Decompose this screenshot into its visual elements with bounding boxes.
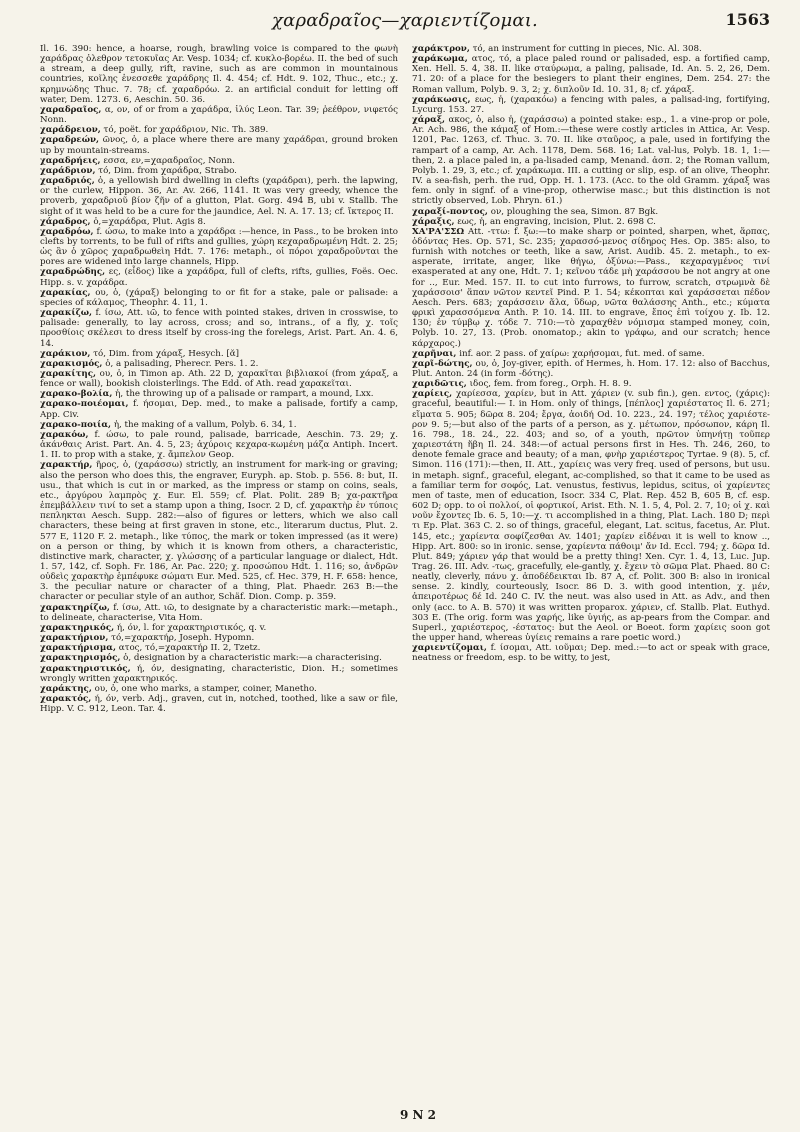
entry-definition: ιδος, fem. from foreg., Orph. H. 8. 9.	[469, 379, 632, 390]
entry-headword: χαρακο-ποιέομαι,	[40, 399, 129, 410]
dictionary-entry	[412, 44, 770, 54]
entry-definition: τό, Dim. from χάραξ, Hesych. [ᾰ]	[93, 348, 239, 359]
entry-headword: χαρακο-βολία,	[40, 389, 113, 400]
page-number: 1563	[725, 10, 770, 29]
dictionary-entry	[412, 95, 770, 115]
entry-headword: χαρακτηρισμός,	[40, 653, 121, 664]
entry-definition: ἡ, the throwing up of a palisade or rampart, a mound, Lxx.	[115, 389, 374, 400]
entry-headword: χαρίεις,	[412, 389, 453, 400]
dictionary-entry	[412, 643, 770, 663]
dictionary-entry	[40, 369, 398, 389]
entry-definition: ῆρος, ὁ, (χαράσσω) strictly, an instrument for mark-ing or graving; also the person who does this, the engraver, Euryph. ap. Stob. p. 556. 8: but, II. usu., that which is cut in or marked, as the impress or stamp on coins, seals, etc., ἀργύρου λαμπρὸς χ. Eur. El. 559; cf. Plat. Polit. 289 B; χα-ρακτῆρα ἐπεμβάλλειν τινί to set a stamp upon a thing, Isocr. 2 D, cf. χαρακτὴρ ἐν τύποις πεπληκται Aesch. Supp. 282:—also of figures or letters, which we also call characters, these being at first graven in stone, etc., literarum ductus, Plut. 2. 577 E, 1120 F. 2. metaph., like τύπος, the mark or token impressed (as it were) on a person or thing, by which it is known from others, a characteristic, distinctive mark, character, χ. γλώσσης of a particular language or dialect, Hdt. 1. 57, 142, cf. Soph. Fr. 186, Ar. Pac. 220; χ. προσώπου Hdt. 1. 116; so, ἀνδρῶν οὐδεὶς χαρακτὴρ ἐμπέφυκε σώματι Eur. Med. 525, cf. Hec. 379, H. F. 658: hence, 3. the peculiar nature or character of a thing, Plat. Phaedr. 263 B:—the character or peculiar style of an author, Schäf. Dion. Comp. p. 359.	[40, 460, 398, 603]
dictionary-entry	[40, 166, 398, 176]
left-column	[40, 44, 398, 1124]
entry-headword: χαραδραῖος,	[40, 104, 102, 115]
dictionary-entry	[40, 125, 398, 135]
entry-headword: χαρακτός,	[40, 694, 92, 704]
entry-definition: inf. aor. 2 pass. of χαίρω: χαρήσομαι, fut. med. of same.	[459, 348, 705, 359]
entry-definition: τό, an instrument for cutting in pieces, Nic. Al. 308.	[472, 44, 702, 54]
entry-definition: α, ον, of or from a χαράδρα, ἰλύς Leon. Tar. 39; ῥεέθρον, νιφετός Nonn.	[40, 104, 398, 126]
entry-definition: ὁ, designation by a characteristic mark:—a characterising.	[123, 653, 382, 664]
entry-headword: χαρῆναι,	[412, 348, 457, 359]
entry-definition: Att. -ττω: f. ξω:—to make sharp or pointed, sharpen, whet, ἅρπας, ὀδόντας Hes. Op. 571, Sc. 235; χαρασσό-μενος σίδηρος Hes. Op. 385: also, to furnish with notches or teeth, like a saw, Arist. Audib. 45. 2. metaph., to ex-asperate, irritate, anger, like θήγω, ὀξύνω:—Pass., κεχαραγμένος τινί exasperated at any one, Hdt. 7. 1; κεῖνου τάδε μὴ χαράσσου be not angry at one for .., Eur. Med. 157. II. to cut into furrows, to furrow, scratch, στρωμνὰ δὲ χαράσσοισ' ἅπαν νῶτον κεντεῖ Pind. P. 1. 54; κέκοπται καὶ χαράσσεται πέδον Aesch. Pers. 683; χαράσσειν ἅλα, ὕδωρ, νῶτα θαλάσσης Anth., etc.; κύματα φρικὶ χαρασσόμενα Anth. P. 10. 14. III. to engrave, ἔπος ἐπὶ τοίχου χ. Ib. 12. 130; ἐν τύμβῳ χ. τόδε 7. 710:—τὸ χαραχθὲν νόμισμα stamped money, coin, Polyb. 10. 27, 13. (Prob. onomatop.; akin to γράφω, and our scratch; hence κάρχαρος.)	[412, 226, 770, 349]
dictionary-entry	[40, 643, 398, 653]
entry-definition: ου, ὁ, one who marks, a stamper, coiner, Manetho.	[94, 683, 317, 694]
entry-headword: χαρακισμός,	[40, 358, 103, 369]
page-header	[40, 10, 770, 38]
entry-definition: ου, ὁ, (χάραξ) belonging to or fit for a stake, pale or palisade: a species of κάλαμος, Theophr. 4. 11, 1.	[40, 287, 398, 308]
entry-headword: χαρακο-ποιία,	[40, 419, 112, 430]
dictionary-entry	[40, 684, 398, 694]
running-head: χαραδραῖος—χαριεντίζομαι.	[272, 10, 538, 31]
entry-definition: εως, ἡ, an engraving, incision, Plut. 2. 698 C.	[457, 216, 656, 227]
dictionary-entry	[40, 135, 398, 155]
entry-headword: χαράδριον,	[40, 165, 96, 176]
entry-headword: χαρακτήριον,	[40, 633, 109, 644]
dictionary-entry	[40, 460, 398, 602]
entry-headword: χαρακτήρ,	[40, 460, 93, 471]
entry-definition: f. ίσω, Att. ιῶ, to fence with pointed stakes, driven in crosswise, to palisade: generally, to lay across, cross; and so, intrans., of a fly, χ. τοῖς προσθίοις σκέλεσι to dress itself by cross-ing the forelegs, Arist. Part. An. 4. 6, 14.	[40, 308, 398, 349]
entry-headword: χαράκωμα,	[412, 54, 468, 65]
dictionary-entry	[40, 176, 398, 217]
entry-definition: ες, (εἶδος) like a χαράδρα, full of clefts, rifts, gullies, Foës. Oec. Hipp. s. v. χαράδρα.	[40, 267, 398, 288]
dictionary-entry	[412, 217, 770, 227]
text-columns	[40, 44, 770, 1124]
entry-definition: ή, όν, verb. Adj., graven, cut in, notched, toothed, like a saw or file, Hipp. V. C. 912, Leon. Tar. 4.	[40, 694, 398, 715]
dictionary-entry	[412, 207, 770, 217]
entry-definition: ατος, τό, a place paled round or palisaded, esp. a fortified camp, Xen. Hell. 5. 4, 38. II. like σταύρωμα, a paling, palisade, Id. An. 5. 2, 26, Dem. 71. 20: of a place for the besiegers to plant their engines, Dem. 254. 27: the Roman vallum, Polyb. 9. 3, 2; χ. διπλοῦν Id. 10. 31, 8; cf. χάραξ.	[412, 54, 770, 95]
entry-headword: χαραδρεών,	[40, 135, 100, 146]
entry-headword: χαράκωσις,	[412, 94, 471, 105]
entry-definition: τό, Dim. from χαράδρα, Strabo.	[98, 165, 237, 176]
dictionary-entry	[40, 420, 398, 430]
dictionary-entry	[40, 288, 398, 308]
entry-headword: χαρακίας,	[40, 287, 91, 298]
entry-definition: f. ήσομαι, Dep. med., to make a palisade, fortify a camp, App. Civ.	[40, 399, 398, 420]
dictionary-entry	[40, 399, 398, 419]
entry-headword: χαρῖ-δώτης,	[412, 358, 473, 369]
dictionary-entry	[40, 623, 398, 633]
dictionary-entry	[40, 389, 398, 399]
dictionary-entry	[412, 227, 770, 349]
entry-definition: εως, ἡ, (χαρακόω) a fencing with pales, a palisad-ing, fortifying, Lycurg. 153. 27.	[412, 94, 770, 115]
entry-headword: χάραξις,	[412, 216, 455, 227]
dictionary-entry	[412, 359, 770, 379]
dictionary-entry	[40, 653, 398, 663]
entry-headword: χαραδρώδης,	[40, 267, 106, 278]
entry-definition: τό,=χαρακτήρ, Joseph. Hypomn.	[111, 633, 255, 644]
dictionary-entry	[40, 359, 398, 369]
entry-headword: χαραξί-ποντος,	[412, 206, 488, 217]
entry-headword: χαρακτηρικός,	[40, 622, 115, 633]
entry-headword: χαριδῶτις,	[412, 379, 467, 390]
entry-definition: ὁ, a palisading, Pherecr. Pers. 1. 2.	[105, 358, 259, 369]
entry-definition: f. ίσω, Att. ιῶ, to designate by a characteristic mark:—metaph., to delineate, characterise, Vita Hom.	[40, 602, 398, 623]
dictionary-entry	[40, 156, 398, 166]
entry-headword: χαρακίτης,	[40, 369, 97, 379]
entry-definition: ή, όν, l. for χαρακτηριστικός, q. v.	[116, 622, 267, 633]
dictionary-entry	[412, 389, 770, 643]
dictionary-entry	[40, 217, 398, 227]
entry-definition: f. ώσω, to make into a χαράδρα :—hence, in Pass., to be broken into clefts by torrents, to be full of rifts and gullies, χώρη κεχαραδρωμένη Hdt. 2. 25; ὡς ἂν ὁ χῶρος χαραδρωθεὶη Hdt. 7. 176: metaph., οἱ πόροι χαραδροῦνται the pores are widened into large channels, Hipp.	[40, 226, 398, 268]
entry-definition: τό, poët. for χαράδριον, Nic. Th. 389.	[103, 125, 269, 136]
dictionary-entry	[40, 694, 398, 714]
dictionary-entry	[40, 664, 398, 684]
entry-headword: χαραδρόω,	[40, 226, 94, 237]
entry-headword: χαράδρειον,	[40, 125, 101, 136]
entry-headword: χαράκιον,	[40, 348, 91, 359]
entry-headword: χαράκτρον,	[412, 44, 470, 54]
right-column	[412, 44, 770, 1124]
entry-definition: ὁ,=χαράδρα, Plut. Agis 8.	[93, 216, 206, 227]
entry-headword: χαρακτήρισμα,	[40, 643, 116, 654]
entry-definition: f. ίσομαι, Att. ιοῦμαι; Dep. med.:—to act or speak with grace, neatness or freedom, esp. to be witty, to jest,	[412, 643, 770, 664]
entry-definition: ου, ὁ, in Timon ap. Ath. 22 D, χαρακῖται βιβλιακοί (from χάραξ, a fence or wall), bookish cloisterlings. The Edd. of Ath. read χαρακεῖται.	[40, 369, 398, 390]
dictionary-entry	[40, 227, 398, 268]
entry-definition: ου, ὁ, Joy-giver, epith. of Hermes, h. Hom. 17. 12: also of Bacchus, Plut. Anton. 24 (in form -δότης).	[412, 358, 770, 379]
signature-mark: 9 N 2	[400, 1108, 437, 1122]
entry-definition: Il. 16. 390: hence, a hoarse, rough, brawling voice is compared to the φωνὴ χαράδρας ὀλεθρον τετοκυῖας Ar. Vesp. 1034; cf. κυκλο-βορέω. II. the bed of such a stream, a deep gully, rift, ravine, such as are common in mountainous countries, κοῖλης ἐνεσσεθε χαράδρης Il. 4. 454; cf. Hdt. 9. 102, Thuc., etc.; χ. κρημνώδης Thuc. 7. 78; cf. χαραδρόω. 2. an artificial conduit for letting off water, Dem. 1273. 6, Aeschin. 50. 36.	[40, 44, 398, 105]
entry-headword: χαραδριός,	[40, 176, 95, 187]
dictionary-entry	[40, 603, 398, 623]
entry-headword: χαρακίζω,	[40, 308, 93, 319]
dictionary-entry	[412, 349, 770, 359]
entry-definition: ατος, τό,=χαρακτήρ II. 2, Tzetz.	[118, 643, 261, 654]
dictionary-entry	[412, 115, 770, 206]
entry-definition: ὁ, a yellowish bird dwelling in clefts (χαράδραι), perh. the lapwing, or the curlew, Hippon. 36, Ar. Av. 266, 1141. It was very greedy, whence the proverb, χαραδριοῦ βίον ζῆν of a glutton, Plat. Gorg. 494 B, ubi v. Stallb. The sight of it was held to be a cure for the jaundice, Ael. N. A. 17. 13; cf. ἴκτερος II.	[40, 176, 398, 217]
entry-definition: f. ώσω, to pale round, palisade, barricade, Aeschin. 73. 29; χ. ἀκάνθαις Arist. Part. An. 4. 5, 23; ἀχύροις κεχαρα-κωμένη μάζα Antiph. Incert. 1. II. to prop with a stake, χ. ἄμπελον Geop.	[40, 429, 398, 461]
entry-definition: ἡ, the making of a vallum, Polyb. 6. 34, 1.	[113, 419, 297, 430]
entry-headword: χαραδρήεις,	[40, 155, 101, 166]
entry-definition: ή, όν, designating, characteristic, Dion. H.; sometimes wrongly written χαρακτηρικός.	[40, 663, 398, 684]
dictionary-entry	[40, 633, 398, 643]
entry-headword: ΧΑ'ΡΑ'ΣΣΩ	[412, 226, 465, 237]
entry-headword: χαρακτηρίζω,	[40, 602, 110, 613]
entry-definition: χαρίεσσα, χαρίεν, but in Att. χάριεν (v. sub fin.), gen. εντος, (χάρις): graceful, beautiful:— I. in Hom. only of things, [πέπλος] χαριέστατος Il. 6. 271; εἵματα 5. 905; δῶρα 8. 204; ἔργα, ἀοιδή Od. 10. 223., 24. 197; τέλος χαριέστε-ρον 9. 5;—but also of the parts of a person, as χ. μέτωπον, πρόσωπον, κάρη Il. 16. 798., 18. 24., 22. 403; and so, of a youth, πρῶτον ὑπηνήτῃ τοῦπερ χαριεστάτη ἥβη Il. 24. 348:—of actual persons first in Hes. Th. 246, 260, to denote female grace and beauty; of a man, φνὴρ χαριέστερος Tyrtae. 9 (8). 5, cf. Simon. 116 (171):—then, II. Att., χαρίεις was very freq. used of persons, but usu. in metaph. signf., graceful, elegant, ac-complished, so that it came to be used as a familiar term for σοφός, Lat. venustus, festivus, lepidus, scitus, οἱ χαρίεντες men of taste, men of education, Isocr. 334 C, Plat. Rep. 452 B, 605 B, cf. esp. 602 D; opp. to οἱ πολλοί, οἱ φορτικοί, Arist. Eth. N. 1. 5, 4, Pol. 2. 7, 10; οἱ χ. καὶ νοῦν ἔχοντες Ib. 6. 5, 10:—χ. τι accomplished in a thing, Plat. Lach. 180 D; περὶ τι Ep. Plat. 363 C. 2. so of things, graceful, elegant, Lat. scitus, facetus, Ar. Plut. 145, etc.; χαρίεντα σοφίζεσθαι Av. 1401; χαρίεν εἰδέναι it is well to know .., Hipp. Art. 800: so in ironic. sense, χαρίεντα πάθοιμ' ἄν Id. Eccl. 794; χ. δῶρα Id. Plut. 849; χάριεν γάρ that would be a pretty thing! Xen. Cyr. 1. 4, 13, Luc. Jup. Trag. 26. III. Adv. -τως, gracefully, ele-gantly, χ. ἔχειν τὸ σῶμα Plat. Phaed. 80 C: neatly, cleverly, πάνυ χ. ἀποδέδεικται Ib. 87 A, cf. Polit. 300 B: also in ironical sense. 2. kindly, courteously, Isocr. 86 D. 3. with good intention, χ. μέν, ἀπειροτέρως δέ Id. 240 C. IV. the neut. was also used in Att. as Adv., and then only (acc. to A. B. 570) it was written proparox. χάριεν, cf. Stallb. Plat. Euthyd. 303 E. (The orig. form was χαρής, like ὑγιής, as ap-pears from the Compar. and Superl., χαριέστερος, -έστατος: but the Aeol. or Boeot. form χαρίεις soon got the upper hand, whereas ὑγίεις remains a rare poetic word.)	[412, 389, 770, 644]
entry-definition: ακος, ὁ, also ἡ, (χαράσσω) a pointed stake: esp., 1. a vine-prop or pole, Ar. Ach. 986, the κάμαξ of Hom.:—these were costly articles in Attica, Ar. Vesp. 1201, Pac. 1263, cf. Thuc. 3. 70. II. like σταῦρος, a pale, used in fortifying the rampart of a camp, Ar. Ach. 1178, Dem. 568. 16; Lat. val-lus, Polyb. 18. 1, 1:—then, 2. a place paled in, a pa-lisaded camp, Menand. ἀσπ. 2; the Roman vallum, Polyb. 1. 29, 3, etc.; cf. χαράκωμα. III. a cutting or slip, esp. of an olive, Theophr. IV. a sea-fish, perh. the rud, Opp. H. 1. 173. (Acc. to the old Gramm. χάραξ was fem. only in signf. of a vine-prop, otherwise masc.; but this distinction is not strictly observed, Lob. Phryn. 61.)	[412, 115, 770, 207]
dictionary-entry	[40, 430, 398, 460]
entry-headword: χάραδρος,	[40, 216, 91, 227]
entry-headword: χαράκτης,	[40, 683, 92, 694]
dictionary-entry	[412, 379, 770, 389]
dictionary-entry	[40, 44, 398, 105]
dictionary-entry	[40, 105, 398, 125]
dictionary-entry	[412, 54, 770, 95]
dictionary-entry	[40, 308, 398, 349]
entry-headword: χάραξ,	[412, 115, 446, 126]
entry-definition: ον, ploughing the sea, Simon. 87 Bgk.	[490, 206, 659, 217]
entry-definition: ῶνος, ὁ, a place where there are many χαράδραι, ground broken up by mountain-streams.	[40, 135, 398, 156]
dictionary-entry	[40, 349, 398, 359]
entry-definition: εσσα, εν,=χαραδραῖος, Nonn.	[103, 155, 236, 166]
entry-headword: χαρακτηριστικός,	[40, 663, 131, 674]
entry-headword: χαριεντίζομαι,	[412, 643, 487, 654]
dictionary-entry	[40, 267, 398, 287]
entry-headword: χαρακόω,	[40, 429, 89, 440]
